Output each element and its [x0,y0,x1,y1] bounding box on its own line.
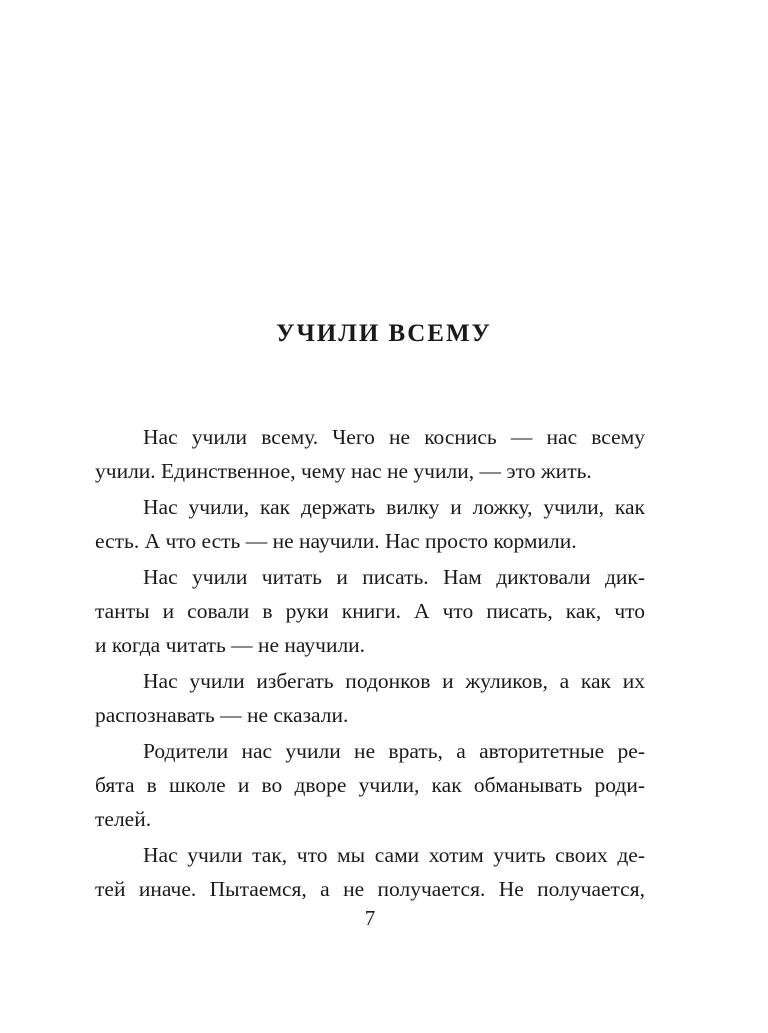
text-line: учили. Единственное, чему нас не учили, — это жить. [95,459,592,483]
chapter-title: УЧИЛИ ВСЕМУ [276,320,492,347]
text-line: телей. [95,807,152,831]
paragraph [95,560,645,662]
text-line: Нас учили читать и писать. Нам диктовали дик- [143,565,645,589]
paragraph [95,664,645,732]
text-line: Нас учили так, что мы сами хотим учить своих де- [143,843,645,867]
body-text [95,420,645,906]
text-line: есть. А что есть — не научили. Нас просто кормили. [95,529,577,553]
text-line: тей иначе. Пытаемся, а не получается. Не получается, [95,877,645,901]
paragraph [95,420,645,488]
text-line: и когда читать — не научили. [95,633,366,657]
text-line: Родители нас учили не врать, а авторитетные ре- [143,739,645,763]
page-number: 7 [364,906,376,930]
text-line: распознавать — не сказали. [95,703,349,727]
text-line: Нас учили всему. Чего не коснись — нас всему [143,425,645,449]
paragraph [95,734,645,836]
text-line: Нас учили избегать подонков и жуликов, а как их [143,669,645,693]
text-line: бята в школе и во дворе учили, как обманывать роди- [95,773,645,797]
text-line: танты и совали в руки книги. А что писать, как, что [95,599,645,623]
text-line: Нас учили, как держать вилку и ложку, учили, как [143,495,645,519]
paragraph [95,490,645,558]
paragraph [95,838,645,906]
